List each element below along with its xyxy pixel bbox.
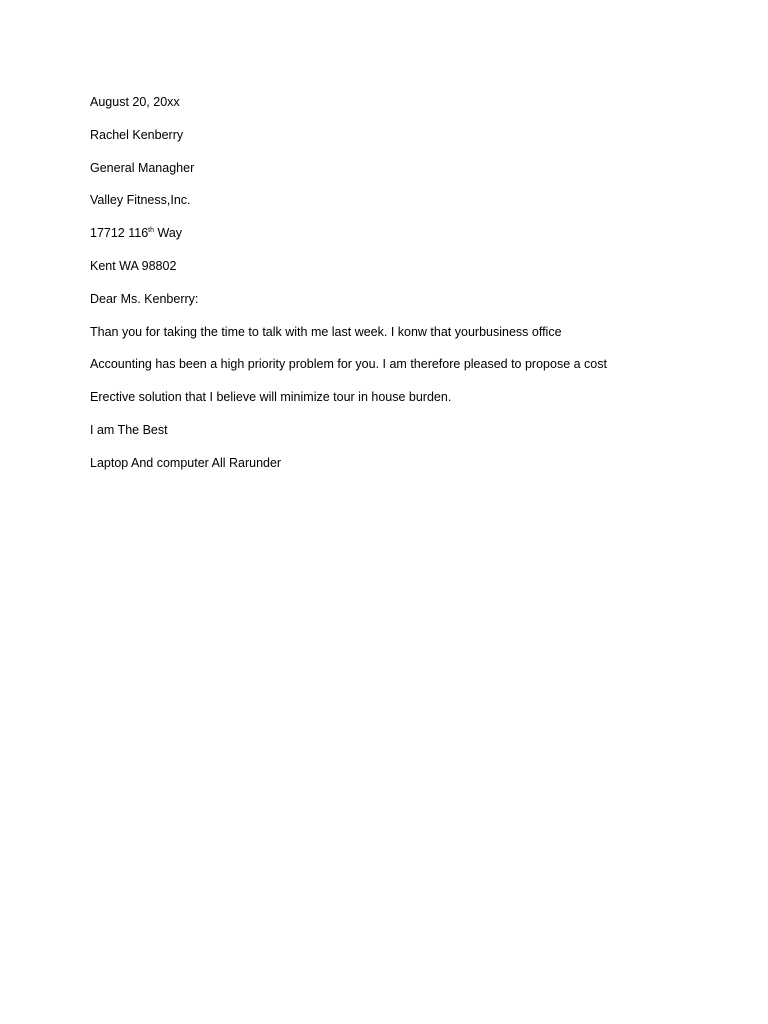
address-street: Way [154, 226, 183, 240]
city-state-zip: Kent WA 98802 [90, 259, 177, 273]
address-ordinal-suffix: th [148, 227, 155, 234]
extra-line-1: I am The Best [90, 423, 168, 437]
extra-line-2: Laptop And computer All Rarunder [90, 456, 282, 470]
body-line-3: Erective solution that I believe will minimize tour in house burden. [90, 390, 452, 404]
body-line-2: Accounting has been a high priority problem for you. I am therefore pleased to propose a cost [90, 357, 607, 371]
body-line-1: Than you for taking the time to talk with me last week. I konw that yourbusiness office [90, 325, 562, 339]
recipient-title: General Managher [90, 161, 195, 175]
letter-date: August 20, 20xx [90, 95, 180, 109]
street-address [90, 225, 182, 241]
salutation: Dear Ms. Kenberry: [90, 292, 199, 306]
company-name: Valley Fitness,Inc. [90, 193, 191, 207]
recipient-name: Rachel Kenberry [90, 128, 184, 142]
address-number: 17712 116 [90, 226, 149, 240]
